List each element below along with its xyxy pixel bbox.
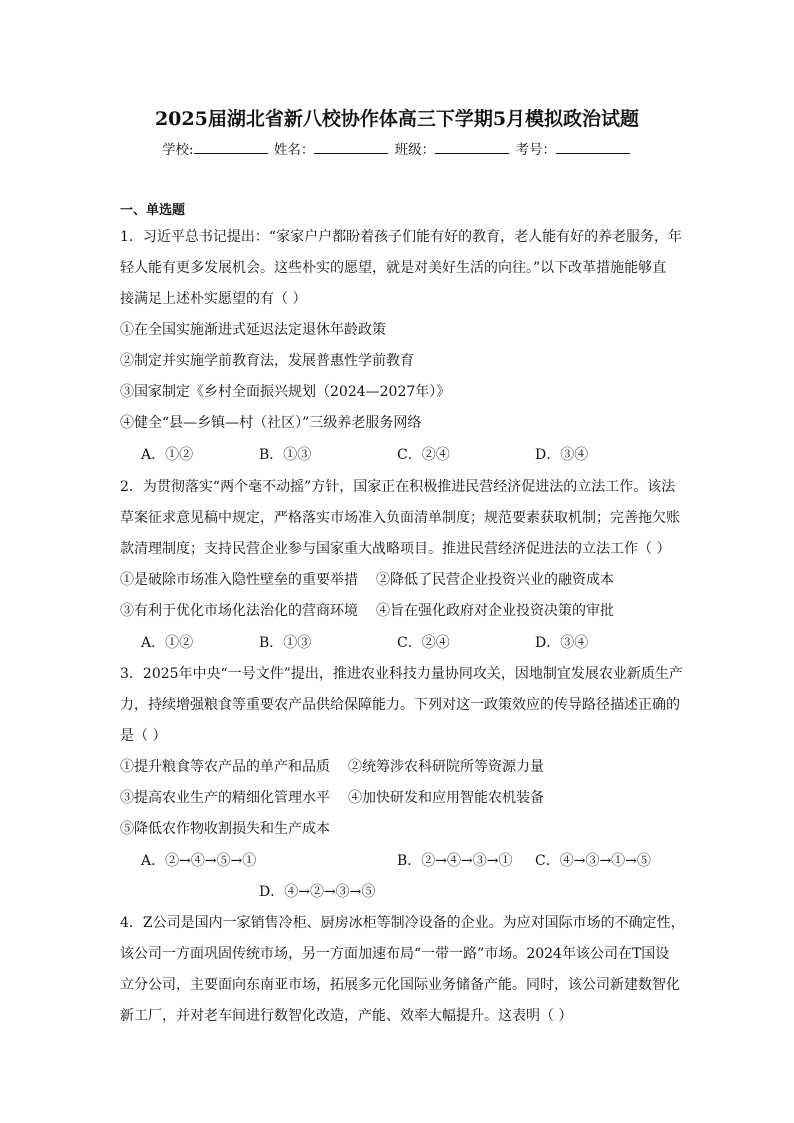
q3-item: ②统筹涉农科研院所等资源力量 [348,759,544,775]
q3-item: ①提升粮食等农产品的单产和品质 [120,759,330,775]
q1-item: ①在全国实施渐进式延迟法定退休年龄政策 [120,322,386,338]
q3-option-a[interactable]: A．②→④→⑤→① [141,853,257,869]
q3-option-d[interactable]: D．④→②→③→⑤ [259,884,376,900]
exam-number-blank[interactable] [556,141,630,154]
q3-stem-line: 3．2025年中央“一号文件”提出，推进农业科技力量协同攻关，因地制宜发展农业新质生产 [120,666,683,682]
q3-option-c[interactable]: C．④→③→①→⑤ [535,853,651,869]
q2-stem-line: 款清理制度；支持民营企业参与国家重大战略项目。推进民营经济促进法的立法工作（ ） [120,541,671,557]
name-blank[interactable] [314,141,388,154]
q1-option-c[interactable]: C．②④ [397,447,450,463]
school-label: 学校: [162,142,194,158]
name-label: 姓名： [273,142,315,158]
q1-option-b[interactable]: B．①③ [259,447,312,463]
q3-item: ⑤降低农作物收割损失和生产成本 [120,821,330,837]
q2-item: ③有利于优化市场化法治化的营商环境 [120,603,358,619]
q3-stem-line: 力，持续增强粮食等重要农产品供给保障能力。下列对这一政策效应的传导路径描述正确的 [120,697,680,713]
q2-option-d[interactable]: D．③④ [535,635,589,651]
q4-stem-line: 该公司一方面巩固传统市场，另一方面加速布局“一带一路”市场。2024年该公司在T国设 [120,946,670,962]
q4-stem-line: 4．Z公司是国内一家销售冷柜、厨房冰柜等制冷设备的企业。为应对国际市场的不确定性， [120,915,685,931]
q2-item: ④旨在强化政府对企业投资决策的审批 [376,603,614,619]
q2-stem-line: 草案征求意见稿中规定，严格落实市场准入负面清单制度；规范要素获取机制；完善拖欠账 [120,510,680,526]
q2-item: ②降低了民营企业投资兴业的融资成本 [376,572,614,588]
q1-option-d[interactable]: D．③④ [535,447,589,463]
q4-stem-line: 新工厂，并对老车间进行数智化改造，产能、效率大幅提升。这表明（ ） [120,1008,573,1024]
q1-stem-line: 1．习近平总书记提出：“家家户户都盼着孩子们能有好的教育，老人能有好的养老服务，年 [120,229,683,245]
q2-option-a[interactable]: A．①② [141,635,194,651]
q1-item: ④健全“县—乡镇—村（社区）”三级养老服务网络 [120,415,422,431]
q3-item: ③提高农业生产的精细化管理水平 [120,790,330,806]
q2-option-c[interactable]: C．②④ [397,635,450,651]
class-label: 班级： [394,142,436,158]
page-title: 2025届湖北省新八校协作体高三下学期5月模拟政治试题 [154,108,640,130]
section-heading: 一、单选题 [120,203,186,218]
q2-option-b[interactable]: B．①③ [259,635,312,651]
q1-stem-line: 轻人能有更多发展机会。这些朴实的愿望，就是对美好生活的向往。”以下改革措施能够直 [120,260,667,276]
q3-item: ④加快研发和应用智能农机装备 [348,790,544,806]
school-blank[interactable] [194,141,268,154]
q3-option-b[interactable]: B．②→④→③→① [397,853,513,869]
q4-stem-line: 立分公司，主要面向东南亚市场，拓展多元化国际业务储备产能。同时，该公司新建数智化 [120,977,680,993]
q1-item: ②制定并实施学前教育法，发展普惠性学前教育 [120,353,414,369]
q1-option-a[interactable]: A．①② [141,447,194,463]
q1-item: ③国家制定《乡村全面振兴规划（2024—2027年）》 [120,384,451,400]
q3-stem-line: 是（ ） [120,728,167,744]
q2-item: ①是破除市场准入隐性壁垒的重要举措 [120,572,358,588]
exam-number-label: 考号： [515,142,556,158]
q2-stem-line: 2．为贯彻落实“两个毫不动摇”方针，国家正在积极推进民营经济促进法的立法工作。该法 [120,479,676,495]
student-info-row [0,138,794,158]
q1-stem-line: 接满足上述朴实愿望的有（ ） [120,291,307,307]
class-blank[interactable] [435,141,509,154]
